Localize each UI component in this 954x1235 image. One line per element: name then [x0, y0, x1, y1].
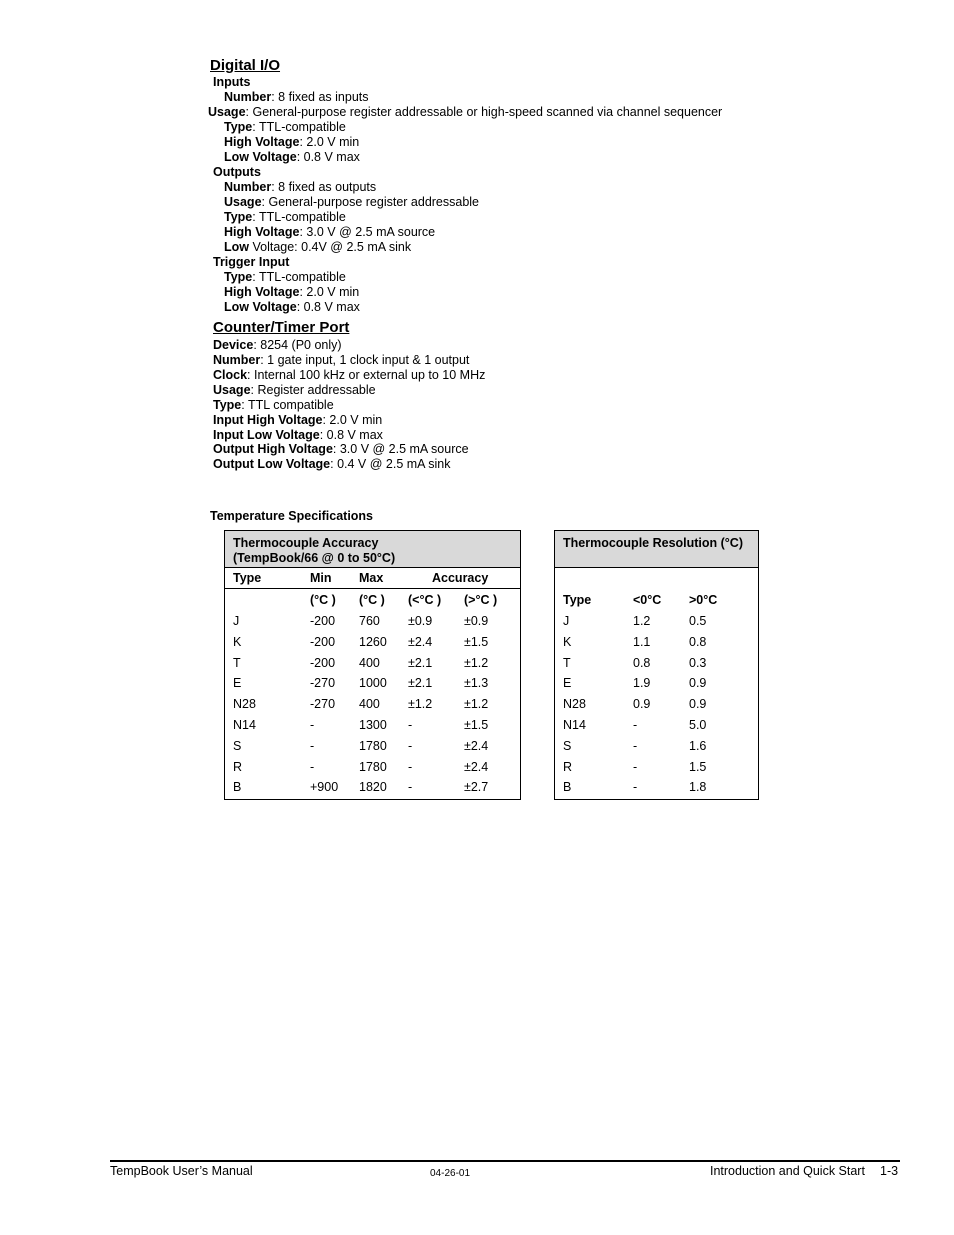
accuracy-cell: B: [233, 780, 242, 795]
col-accuracy: Accuracy: [432, 571, 489, 585]
resolution-cell: J: [563, 614, 570, 628]
resolution-cell: 1.1: [633, 634, 651, 649]
resolution-cell: S: [563, 738, 572, 753]
accuracy-cell: 1300: [359, 718, 387, 732]
resolution-cell: -: [633, 718, 638, 732]
accuracy-cell: ±2.1: [408, 655, 433, 670]
footer-rule: [110, 1160, 900, 1162]
accuracy-cell: 400: [359, 655, 380, 670]
accuracy-title-line1: Thermocouple Accuracy: [233, 536, 379, 550]
resolution-cell: -: [633, 738, 638, 753]
resolution-title: Thermocouple Resolution (°C): [563, 536, 743, 550]
ct-input-high: Input High Voltage: 2.0 V min: [213, 413, 383, 427]
unit-lt: (<°C ): [408, 593, 442, 607]
col-type: Type: [233, 571, 262, 585]
accuracy-cell: 760: [359, 614, 380, 628]
accuracy-cell: -200: [310, 614, 336, 628]
accuracy-cell: K: [233, 634, 242, 649]
accuracy-cell: -: [310, 759, 315, 774]
outputs-low-voltage: Low Voltage: 0.4V @ 2.5 mA sink: [224, 240, 412, 254]
accuracy-cell: -: [310, 738, 315, 753]
resolution-cell: 5.0: [689, 718, 707, 732]
accuracy-cell: ±2.1: [408, 676, 433, 691]
inputs-low-voltage: Low Voltage: 0.8 V max: [224, 150, 360, 164]
res-col-lt: <0°C: [633, 593, 662, 607]
ct-output-high: Output High Voltage: 3.0 V @ 2.5 mA source: [213, 442, 469, 456]
accuracy-cell: T: [233, 655, 241, 670]
accuracy-cell: ±2.4: [408, 634, 433, 649]
trigger-heading: Trigger Input: [213, 255, 290, 269]
accuracy-cell: ±1.3: [464, 676, 489, 691]
resolution-cell: -: [633, 780, 638, 795]
resolution-cell: 1.2: [633, 614, 651, 628]
resolution-cell: 0.9: [689, 697, 707, 712]
resolution-cell: T: [563, 655, 571, 670]
accuracy-cell: N28: [233, 697, 256, 712]
accuracy-cell: 1820: [359, 780, 387, 795]
unit-max: (°C ): [359, 593, 385, 607]
accuracy-cell: -200: [310, 655, 336, 670]
resolution-cell: 1.8: [689, 780, 707, 795]
accuracy-cell: ±0.9: [408, 614, 433, 628]
inputs-usage: Usage: General-purpose register addressable or high-speed scanned via channel sequencer: [208, 105, 723, 119]
accuracy-cell: J: [233, 614, 240, 628]
outputs-type: Type: TTL-compatible: [224, 210, 346, 224]
outputs-heading: Outputs: [213, 165, 261, 179]
ct-type: Type: TTL compatible: [213, 398, 334, 412]
resolution-cell: 0.8: [633, 655, 651, 670]
accuracy-cell: -: [408, 718, 413, 732]
outputs-high-voltage: High Voltage: 3.0 V @ 2.5 mA source: [224, 225, 436, 239]
footer-manual-title: TempBook User’s Manual: [110, 1164, 253, 1178]
accuracy-cell: E: [233, 676, 242, 691]
resolution-cell: 0.8: [689, 634, 707, 649]
ct-input-low: Input Low Voltage: 0.8 V max: [213, 428, 383, 442]
accuracy-cell: ±1.2: [408, 697, 433, 712]
inputs-type: Type: TTL-compatible: [224, 120, 346, 134]
resolution-cell: B: [563, 780, 572, 795]
accuracy-cell: -200: [310, 634, 336, 649]
accuracy-cell: 1260: [359, 634, 387, 649]
accuracy-cell: R: [233, 759, 243, 774]
accuracy-cell: ±2.7: [464, 780, 489, 795]
accuracy-cell: ±1.2: [464, 697, 489, 712]
resolution-cell: N14: [563, 718, 586, 732]
accuracy-cell: ±1.5: [464, 718, 489, 732]
col-min: Min: [310, 571, 332, 585]
accuracy-cell: -: [408, 738, 413, 753]
accuracy-cell: S: [233, 738, 242, 753]
accuracy-table-header: [225, 531, 520, 568]
outputs-usage: Usage: General-purpose register addressable: [224, 195, 480, 209]
accuracy-column-headers: [225, 568, 520, 589]
footer-section: Introduction and Quick Start: [710, 1164, 865, 1178]
accuracy-cell: +900: [310, 780, 339, 795]
accuracy-title-line2: (TempBook/66 @ 0 to 50°C): [233, 551, 396, 565]
resolution-cell: K: [563, 634, 572, 649]
accuracy-cell: ±1.2: [464, 655, 489, 670]
accuracy-cell: 1780: [359, 759, 387, 774]
accuracy-cell: 1780: [359, 738, 387, 753]
inputs-high-voltage: High Voltage: 2.0 V min: [224, 135, 360, 149]
accuracy-cell: ±1.5: [464, 634, 489, 649]
counter-timer-title: Counter/Timer Port: [213, 319, 350, 336]
accuracy-cell: -: [310, 718, 315, 732]
temperature-caption: Temperature Specifications: [210, 509, 374, 523]
trigger-high-voltage: High Voltage: 2.0 V min: [224, 285, 360, 299]
accuracy-cell: N14: [233, 718, 256, 732]
resolution-cell: E: [563, 676, 572, 691]
accuracy-cell: 1000: [359, 676, 387, 691]
digital-io-title: Digital I/O: [210, 57, 281, 74]
footer-page-number: 1-3: [880, 1164, 899, 1178]
unit-min: (°C ): [310, 593, 336, 607]
ct-output-low: Output Low Voltage: 0.4 V @ 2.5 mA sink: [213, 457, 451, 471]
resolution-cell: R: [563, 759, 573, 774]
resolution-cell: 0.9: [689, 676, 707, 691]
accuracy-title: [233, 536, 395, 566]
outputs-number: Number: 8 fixed as outputs: [224, 180, 377, 194]
accuracy-cell: -: [408, 780, 413, 795]
accuracy-cell: -270: [310, 676, 336, 691]
accuracy-cell: ±0.9: [464, 614, 489, 628]
resolution-cell: 1.5: [689, 759, 707, 774]
ct-clock: Clock: Internal 100 kHz or external up to 10 MHz: [213, 368, 486, 382]
accuracy-cell: ±2.4: [464, 759, 489, 774]
accuracy-cell: -: [408, 759, 413, 774]
ct-usage: Usage: Register addressable: [213, 383, 376, 397]
inputs-heading: Inputs: [213, 75, 251, 89]
resolution-table-header: [555, 531, 758, 568]
resolution-cell: 0.3: [689, 655, 707, 670]
accuracy-cell: 400: [359, 697, 380, 712]
trigger-type: Type: TTL-compatible: [224, 270, 346, 284]
inputs-number: Number: 8 fixed as inputs: [224, 90, 369, 104]
accuracy-cell: -270: [310, 697, 336, 712]
footer-date: 04-26-01: [430, 1168, 471, 1179]
accuracy-cell: ±2.4: [464, 738, 489, 753]
resolution-cell: 1.9: [633, 676, 651, 691]
trigger-low-voltage: Low Voltage: 0.8 V max: [224, 300, 360, 314]
resolution-cell: 1.6: [689, 738, 707, 753]
ct-number: Number: 1 gate input, 1 clock input & 1 output: [213, 353, 470, 367]
accuracy-table: [224, 530, 521, 800]
resolution-cell: -: [633, 759, 638, 774]
ct-device: Device: 8254 (P0 only): [213, 338, 342, 352]
resolution-cell: N28: [563, 697, 586, 712]
resolution-cell: 0.5: [689, 614, 707, 628]
unit-gt: (>°C ): [464, 593, 498, 607]
res-col-type: Type: [563, 593, 592, 607]
res-col-gt: >0°C: [689, 593, 718, 607]
resolution-table: [554, 530, 759, 800]
col-max: Max: [359, 571, 384, 585]
resolution-cell: 0.9: [633, 697, 651, 712]
